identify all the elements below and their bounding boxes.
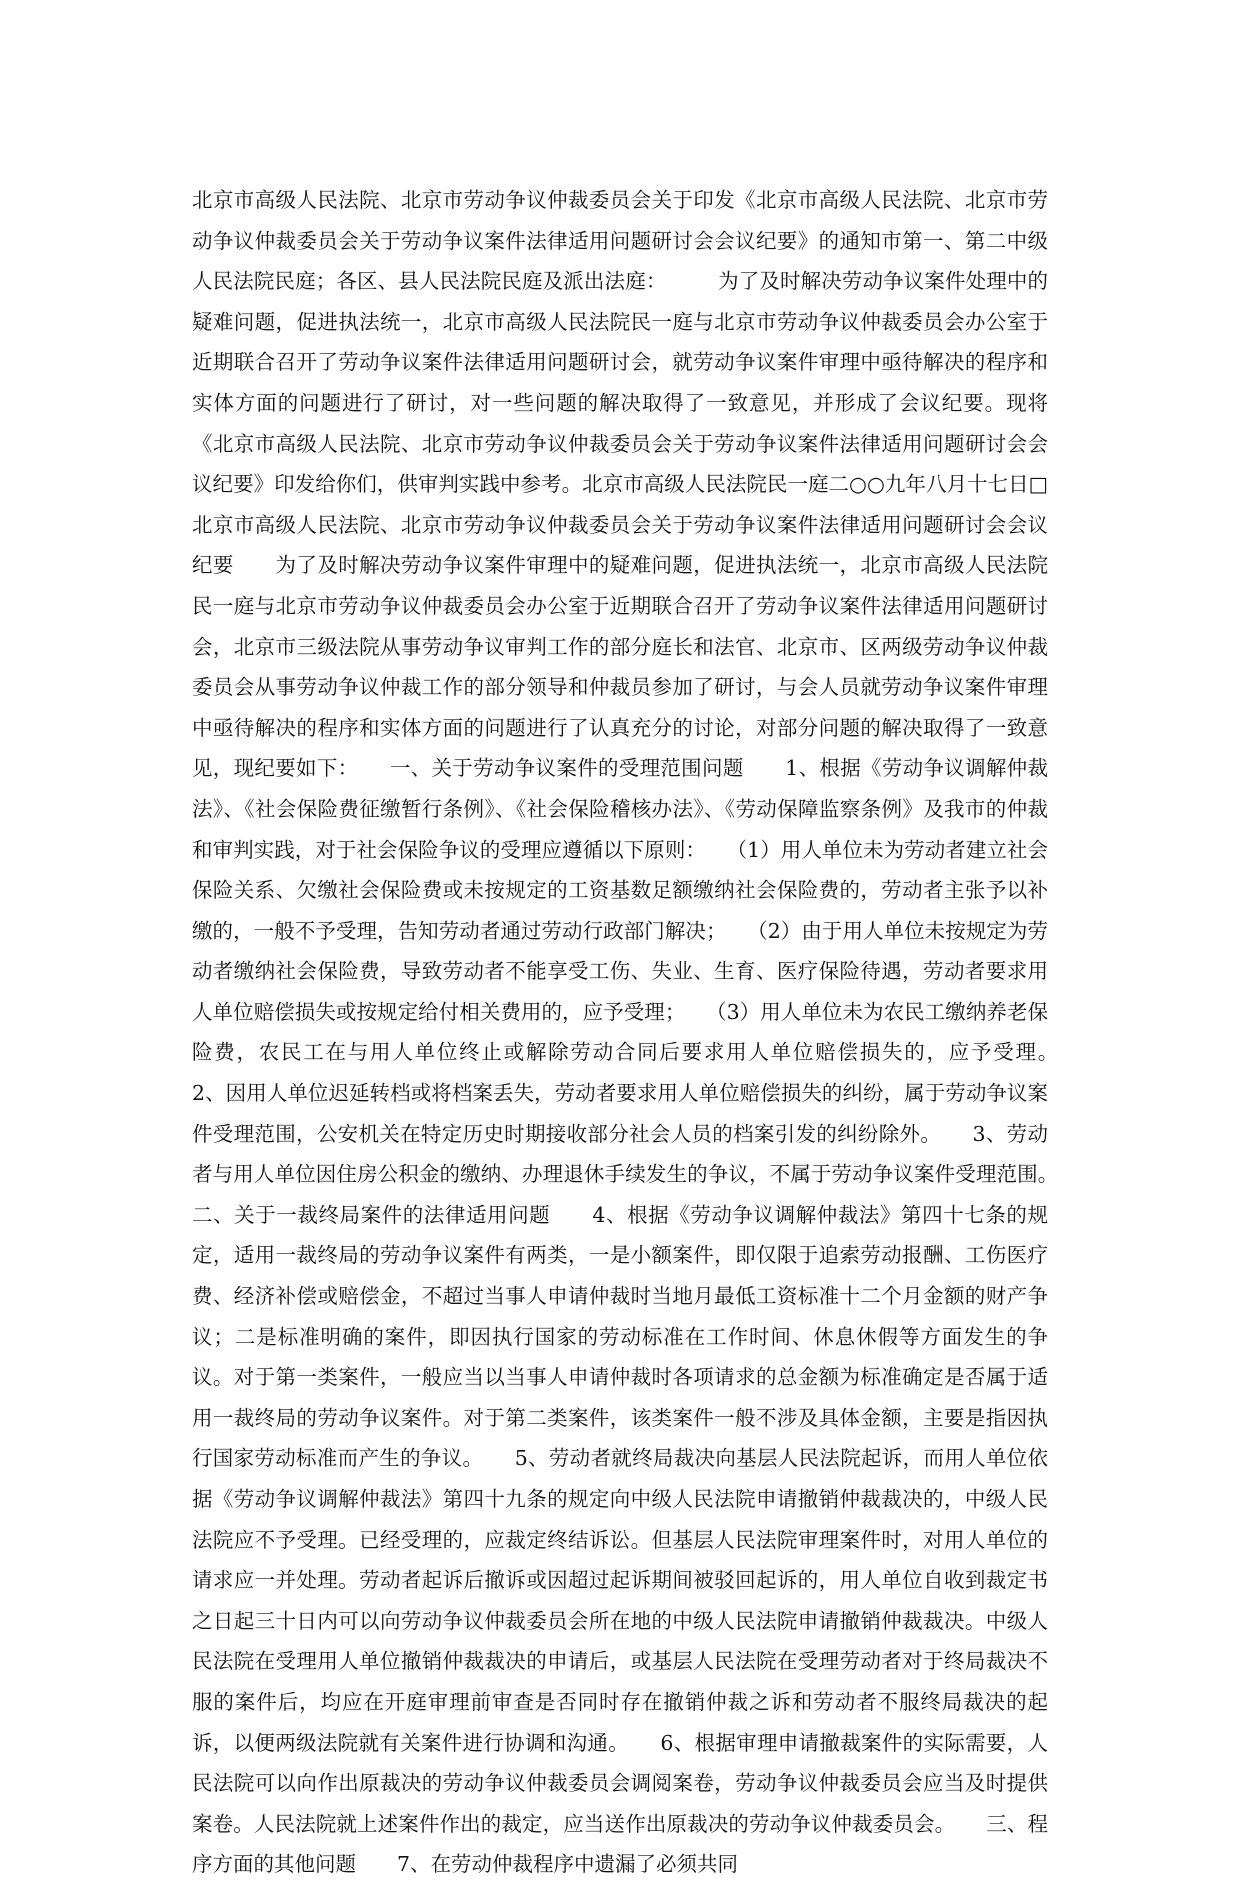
document-body-text: 北京市高级人民法院、北京市劳动争议仲裁委员会关于印发《北京市高级人民法院、北京市劳动争议仲裁委员会关于劳动争议案件法律适用问题研讨会会议纪要》的通知市第一、第二中级人民法院民庭；各区、县人民法院民庭及派出法庭： 为了及时解决劳动争议案件处理中的疑难问题，促进执法统一，北京市高级人民法院民一庭与北京市劳动争议仲裁委员会办公室于近期联合召开了劳动争议案件法律适用问题研讨会，就劳动争议案件审理中亟待解决的程序和实体方面的问题进行了研讨，对一些问题的解决取得了一致意见，并形成了会议纪要。现将《北京市高级人民法院、北京市劳动争议仲裁委员会关于劳动争议案件法律适用问题研讨会会议纪要》印发给你们，供审判实践中参考。北京市高级人民法院民一庭二○○九年八月十七日□北京市高级人民法院、北京市劳动争议仲裁委员会关于劳动争议案件法律适用问题研讨会会议纪要 为了及时解决劳动争议案件审理中的疑难问题，促进执法统一，北京市高级人民法院民一庭与北京市劳动争议仲裁委员会办公室于近期联合召开了劳动争议案件法律适用问题研讨会，北京市三级法院从事劳动争议审判工作的部分庭长和法官、北京市、区两级劳动争议仲裁委员会从事劳动争议仲裁工作的部分领导和仲裁员参加了研讨，与会人员就劳动争议案件审理中亟待解决的程序和实体方面的问题进行了认真充分的讨论，对部分问题的解决取得了一致意见，现纪要如下： 一、关于劳动争议案件的受理范围问题 1、根据《劳动争议调解仲裁法》、《社会保险费征缴暂行条例》、《社会保险稽核办法》、《劳动保障监察条例》及我市的仲裁和审判实践，对于社会保险争议的受理应遵循以下原则： （1）用人单位未为劳动者建立社会保险关系、欠缴社会保险费或未按规定的工资基数足额缴纳社会保险费的，劳动者主张予以补缴的，一般不予受理，告知劳动者通过劳动行政部门解决； （2）由于用人单位未按规定为劳动者缴纳社会保险费，导致劳动者不能享受工伤、失业、生育、医疗保险待遇，劳动者要求用人单位赔偿损失或按规定给付相关费用的，应予受理； （3）用人单位未为农民工缴纳养老保险费，农民工在与用人单位终止或解除劳动合同后要求用人单位赔偿损失的，应予受理。 2、因用人单位迟延转档或将档案丢失，劳动者要求用人单位赔偿损失的纠纷，属于劳动争议案件受理范围，公安机关在特定历史时期接收部分社会人员的档案引发的纠纷除外。 3、劳动者与用人单位因住房公积金的缴纳、办理退休手续发生的争议，不属于劳动争议案件受理范围。 二、关于一裁终局案件的法律适用问题 4、根据《劳动争议调解仲裁法》第四十七条的规定，适用一裁终局的劳动争议案件有两类，一是小额案件，即仅限于追索劳动报酬、工伤医疗费、经济补偿或赔偿金，不超过当事人申请仲裁时当地月最低工资标准十二个月金额的财产争议；二是标准明确的案件，即因执行国家的劳动标准在工作时间、休息休假等方面发生的争议。对于第一类案件，一般应当以当事人申请仲裁时各项请求的总金额为标准确定是否属于适用一裁终局的劳动争议案件。对于第二类案件，该类案件一般不涉及具体金额，主要是指因执行国家劳动标准而产生的争议。 5、劳动者就终局裁决向基层人民法院起诉，而用人单位依据《劳动争议调解仲裁法》第四十九条的规定向中级人民法院申请撤销仲裁裁决的，中级人民法院应不予受理。已经受理的，应裁定终结诉讼。但基层人民法院审理案件时，对用人单位的请求应一并处理。劳动者起诉后撤诉或因超过起诉期间被驳回起诉的，用人单位自收到裁定书之日起三十日内可以向劳动争议仲裁委员会所在地的中级人民法院申请撤销仲裁裁决。中级人民法院在受理用人单位撤销仲裁裁决的申请后，或基层人民法院在受理劳动者对于终局裁决不服的案件后，均应在开庭审理前审查是否同时存在撤销仲裁之诉和劳动者不服终局裁决的起诉，以便两级法院就有关案件进行协调和沟通。 6、根据审理申请撤裁案件的实际需要，人民法院可以向作出原裁决的劳动争议仲裁委员会调阅案卷，劳动争议仲裁委员会应当及时提供案卷。人民法院就上述案件作出的裁定，应当送作出原裁决的劳动争议仲裁委员会。 三、程序方面的其他问题 7、在劳动仲裁程序中遗漏了必须共同 bbox=[192, 188, 1089, 1877]
